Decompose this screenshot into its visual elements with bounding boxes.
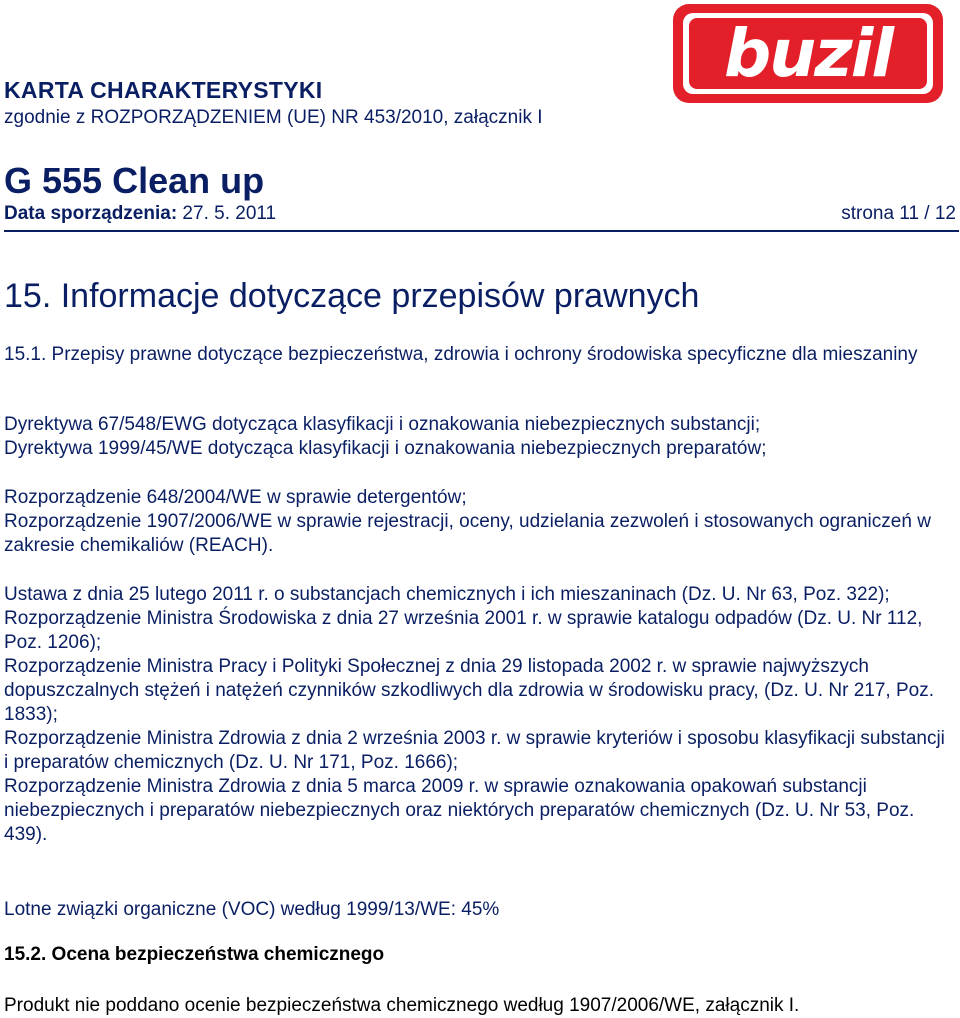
subsection-heading-15-2: 15.2. Ocena bezpieczeństwa chemicznego [4, 944, 385, 965]
paragraph-line: Rozporządzenie Ministra Zdrowia z dnia 2 września 2003 r. w sprawie kryteriów i sposobu klasyfikacji substancji i preparatów chemicznych (Dz. U. Nr 171, Poz. 1666); [4, 728, 945, 773]
buzil-logo [673, 4, 943, 103]
chemical-safety-text: Produkt nie poddano ocenie bezpieczeństwa chemicznego według 1907/2006/WE, załącznik I. [4, 995, 800, 1016]
date-value: 27. 5. 2011 [177, 203, 277, 224]
product-name: G 555 Clean up [4, 160, 265, 201]
page-number: strona 11 / 12 [841, 203, 956, 224]
paragraph-line: Rozporządzenie 648/2004/WE w sprawie detergentów; [4, 487, 467, 508]
header-divider [4, 230, 959, 232]
paragraph-line: Rozporządzenie Ministra Środowiska z dnia 27 września 2001 r. w sprawie katalogu odpadów (Dz. U. Nr 112, Poz. 1206); [4, 608, 923, 653]
regulations-block [4, 486, 954, 558]
document-subtitle: zgodnie z ROZPORZĄDZENIEM (UE) NR 453/2010, załącznik I [4, 107, 543, 128]
section-heading: 15. Informacje dotyczące przepisów prawnych [4, 277, 700, 315]
document-title: KARTA CHARAKTERYSTYKI [4, 77, 323, 103]
paragraph-line: Rozporządzenie 1907/2006/WE w sprawie rejestracji, oceny, udzielania zezwoleń i stosowanych ograniczeń w zakresie chemikaliów (REACH). [4, 511, 931, 556]
date-line [4, 203, 956, 225]
directives-block [4, 413, 954, 461]
logo-text: buzil [724, 15, 892, 92]
paragraph-line: Rozporządzenie Ministra Zdrowia z dnia 5 marca 2009 r. w sprawie oznakowania opakowań substancji niebezpiecznych i preparatów niebezpiecznych oraz niektórych preparatów chemicznych (Dz. U. Nr 53, Poz. 439). [4, 776, 915, 845]
subsection-heading-15-1: 15.1. Przepisy prawne dotyczące bezpieczeństwa, zdrowia i ochrony środowiska specyficzne dla mieszaniny [4, 344, 918, 365]
voc-content: Lotne związki organiczne (VOC) według 1999/13/WE: 45% [4, 899, 500, 920]
paragraph-line: Rozporządzenie Ministra Pracy i Polityki Społecznej z dnia 29 listopada 2002 r. w sprawie najwyższych dopuszczalnych stężeń i natężeń czynników szkodliwych dla zdrowia w środowisku pracy, (Dz. U. Nr 217, Poz. 1833); [4, 656, 934, 725]
paragraph-line: Dyrektywa 1999/45/WE dotycząca klasyfikacji i oznakowania niebezpiecznych preparatów; [4, 438, 767, 459]
paragraph-line: Ustawa z dnia 25 lutego 2011 r. o substancjach chemicznych i ich mieszaninach (Dz. U. Nr 63, Poz. 322); [4, 584, 890, 605]
national-law-block [4, 583, 954, 847]
paragraph-line: Dyrektywa 67/548/EWG dotycząca klasyfikacji i oznakowania niebezpiecznych substancji; [4, 414, 761, 435]
date-label: Data sporządzenia: [4, 203, 178, 224]
